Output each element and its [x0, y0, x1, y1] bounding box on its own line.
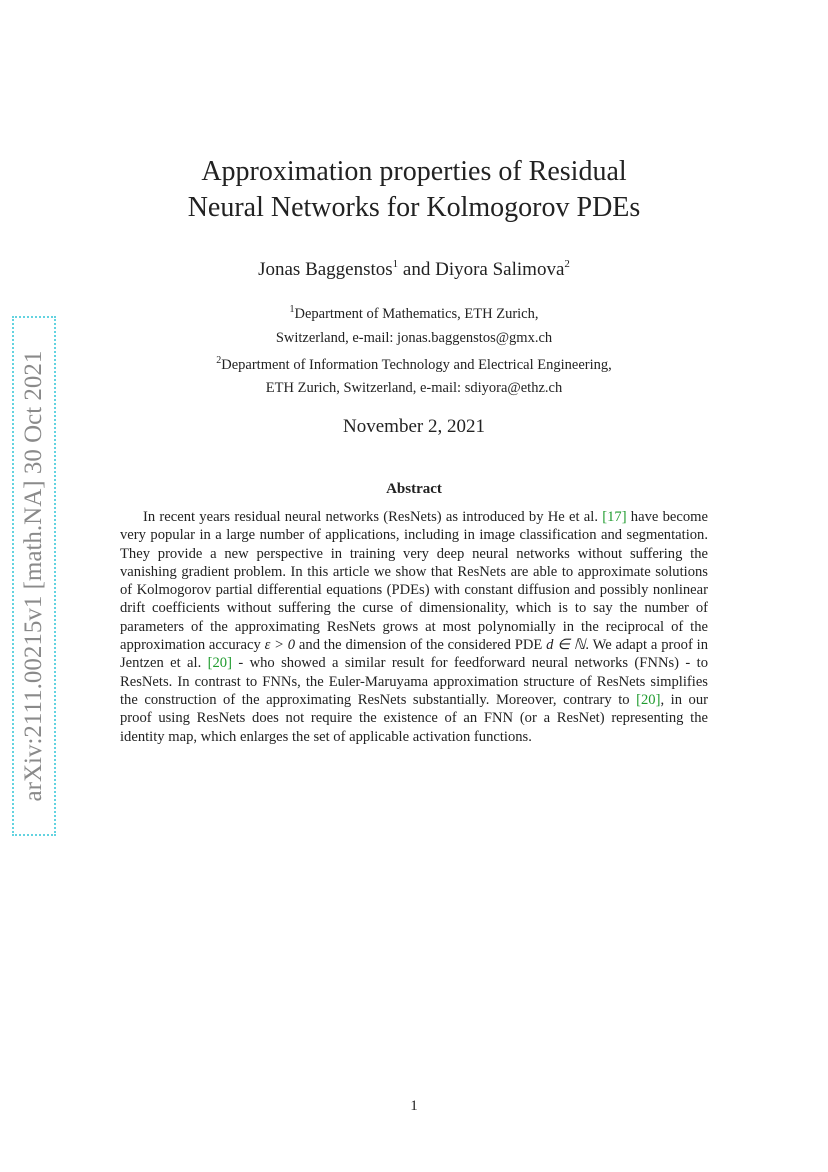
abstract-body — [120, 508, 708, 746]
affiliation-2-line-2: ETH Zurich, Switzerland, e-mail: sdiyora@ethz.ch — [265, 380, 563, 396]
affiliation-1-mark: 1 — [289, 304, 295, 315]
page-number: 1 — [410, 1098, 418, 1114]
math-dimension: d ∈ ℕ — [546, 637, 586, 654]
abstract-text-4: . We adapt a proof in Jentzen et al. — [120, 637, 708, 672]
citation-20-link[interactable]: [20] — [207, 655, 232, 672]
author-connector: and — [398, 259, 436, 280]
abstract-heading: Abstract — [386, 481, 442, 497]
affiliation-2-text: Department of Information Technology and Electrical Engineering, — [221, 357, 612, 373]
abstract-text-3: and the dimension of the considered PDE — [295, 637, 547, 654]
publication-date: November 2, 2021 — [343, 416, 485, 437]
arxiv-identifier[interactable]: arXiv:2111.00215v1 [math.NA] 30 Oct 2021 — [20, 350, 47, 802]
paper-title — [0, 154, 828, 226]
math-epsilon: ε > 0 — [264, 637, 296, 654]
citation-20-link-2[interactable]: [20] — [636, 691, 661, 708]
affiliation-1-line-2: Switzerland, e-mail: jonas.baggenstos@gmx.ch — [275, 330, 553, 346]
author-list — [0, 258, 828, 281]
affiliation-1-text: Department of Mathematics, ETH Zurich, — [294, 306, 539, 322]
author-1-affil-mark: 1 — [392, 258, 399, 270]
affiliation-2-line-1 — [0, 355, 828, 374]
abstract-paragraph — [120, 508, 708, 746]
abstract-text-6: , in our proof using ResNets does not require the existence of an FNN (or a ResNet) representing the identity map, which enlarges the set of applicable activation functions. — [120, 691, 708, 745]
affiliation-2-mark: 2 — [216, 355, 222, 366]
title-line-1: Approximation properties of Residual — [201, 156, 627, 187]
author-2: Diyora Salimova — [435, 259, 565, 280]
citation-17-link[interactable]: [17] — [602, 509, 627, 525]
abstract-text-5: - who showed a similar result for feedforward neural networks (FNNs) - to ResNets. In contrast to FNNs, the Euler-Maruyama approximation structure of ResNets simplifies the construction of the approximating ResNets substantially. Moreover, contrary to — [120, 655, 709, 708]
author-2-affil-mark: 2 — [564, 258, 570, 270]
abstract-text-1: In recent years residual neural networks (ResNets) as introduced by He et al. — [143, 509, 603, 525]
abstract-text-2: have become very popular in a large number of applications, including in image classification and segmentation. They provide a new perspective in training very deep neural networks without suffering the vanishing gradient problem. In this article we show that ResNets are able to approximate solutions of Kolmogorov partial differential equations (PDEs) with constant diffusion and possibly nonlinear drift coefficients without suffering the curse of dimensionality, which is to say the number of parameters of the approximating ResNets grows at most polynomially in the reciprocal of the approximation accuracy — [120, 509, 708, 654]
author-1: Jonas Baggenstos — [258, 259, 393, 280]
title-line-2: Neural Networks for Kolmogorov PDEs — [187, 192, 641, 223]
affiliation-1-line-1 — [0, 304, 828, 323]
